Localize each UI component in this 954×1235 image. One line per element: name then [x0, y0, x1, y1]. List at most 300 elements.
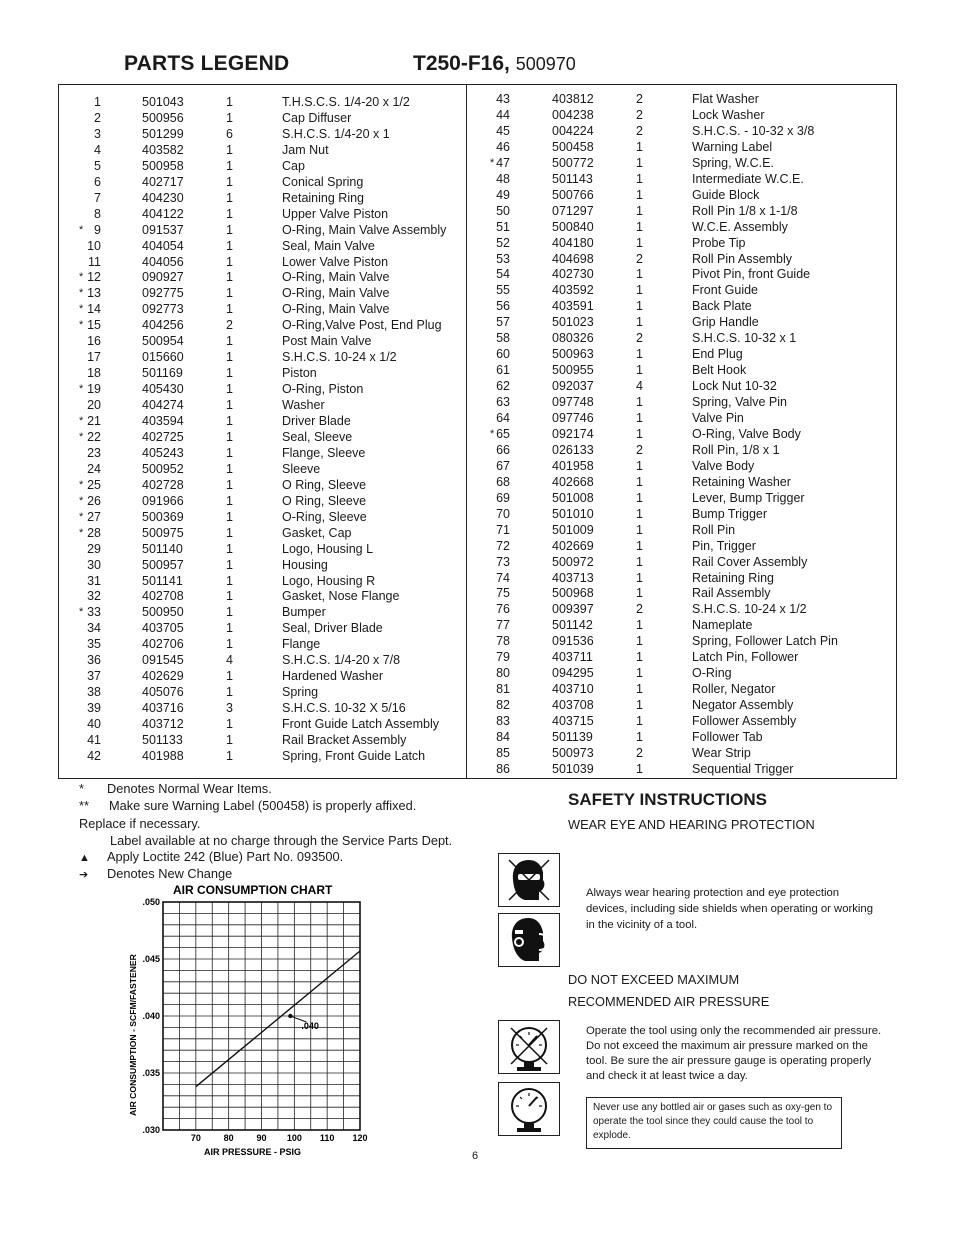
parts-ref-number: 74: [496, 570, 510, 585]
pressure-text: Operate the tool using only the recommended air pressure. Do not exceed the maximum air pressure marked on the tool. Be sure the air pressure gauge is operating properly and check it at least twice a day.: [586, 1025, 882, 1082]
parts-description: Seal, Sleeve: [282, 429, 353, 444]
parts-description: O-Ring, Main Valve: [282, 270, 390, 285]
parts-part-number: 501299: [142, 126, 184, 141]
parts-part-number: 402668: [552, 474, 594, 489]
parts-ref-number: 7: [94, 190, 101, 205]
chart-title: AIR CONSUMPTION CHART: [173, 883, 333, 897]
parts-description: S.H.C.S. 10-24 x 1/2: [282, 350, 397, 365]
parts-ref-number: 82: [496, 698, 510, 713]
parts-part-number: 403591: [552, 299, 594, 314]
parts-description: O-Ring, Sleeve: [282, 509, 367, 524]
chart-y-tick-label: .045: [142, 954, 160, 964]
parts-ref-number: 49: [496, 187, 510, 202]
parts-description: Housing: [282, 557, 328, 572]
parts-description: End Plug: [692, 347, 743, 362]
parts-part-number: 097746: [552, 411, 594, 425]
parts-ref-number: 32: [87, 589, 101, 604]
parts-ref-number: 77: [496, 618, 510, 633]
note-label-symbol: **: [79, 798, 89, 813]
parts-part-number: 402717: [142, 174, 184, 189]
parts-description: Roll Pin Assembly: [692, 251, 793, 266]
parts-quantity: 1: [226, 158, 233, 173]
parts-part-number: 009397: [552, 602, 594, 617]
parts-ref-number: 69: [496, 490, 510, 505]
parts-part-number: 080326: [552, 331, 594, 346]
parts-part-number: 403705: [142, 621, 184, 636]
parts-part-number: 091966: [142, 493, 184, 508]
parts-wear-mark: *: [79, 303, 84, 316]
parts-description: Back Plate: [692, 299, 752, 314]
parts-ref-number: 34: [87, 621, 101, 636]
parts-description: Follower Assembly: [692, 714, 797, 729]
parts-ref-number: 26: [87, 493, 101, 508]
parts-description: Warning Label: [692, 139, 773, 154]
parts-quantity: 2: [636, 442, 643, 457]
note-wear-symbol: *: [79, 781, 84, 796]
parts-description: Negator Assembly: [692, 698, 794, 713]
parts-quantity: 2: [636, 123, 643, 138]
parts-quantity: 1: [636, 650, 643, 665]
parts-quantity: 1: [226, 573, 233, 588]
parts-description: O-Ring, Main Valve: [282, 302, 390, 317]
parts-quantity: 1: [636, 267, 643, 282]
parts-wear-mark: *: [79, 383, 84, 396]
parts-ref-number: 40: [87, 717, 101, 732]
parts-part-number: 501133: [142, 733, 183, 747]
parts-ref-number: 36: [87, 653, 101, 668]
note-change: [79, 866, 233, 883]
parts-ref-number: 56: [496, 299, 510, 314]
parts-part-number: 500950: [142, 605, 184, 620]
parts-description: Bump Trigger: [692, 506, 768, 521]
parts-description: S.H.C.S. - 10-32 x 3/8: [692, 123, 815, 138]
parts-ref-number: 76: [496, 602, 510, 617]
parts-part-number: 403708: [552, 698, 594, 713]
note-label-line3: Label available at no charge through the Service Parts Dept.: [110, 833, 453, 848]
parts-ref-number: 3: [94, 126, 101, 141]
parts-ref-number: 63: [496, 395, 510, 410]
chart-x-tick-label: 100: [286, 1133, 302, 1143]
parts-part-number: 402708: [142, 589, 184, 604]
parts-quantity: 1: [636, 522, 643, 537]
parts-ref-number: 71: [496, 522, 510, 537]
parts-part-number: 404056: [142, 254, 184, 269]
parts-ref-number: 19: [87, 382, 101, 397]
parts-wear-mark: *: [79, 510, 84, 523]
parts-ref-number: 53: [496, 251, 510, 266]
parts-part-number: 405076: [142, 685, 184, 700]
parts-description: Spring, Front Guide Latch: [282, 748, 426, 763]
parts-description: Roll Pin: [692, 522, 736, 537]
note-label: [79, 798, 417, 814]
parts-description: Cap: [282, 158, 305, 173]
parts-ref-number: 39: [87, 701, 101, 716]
parts-description: Cap Diffuser: [282, 110, 352, 125]
parts-quantity: 1: [226, 477, 233, 492]
parts-description: Intermediate W.C.E.: [692, 171, 804, 186]
parts-quantity: 1: [226, 206, 233, 221]
parts-ref-number: 61: [496, 363, 510, 378]
note-loctite-text: Apply Loctite 242 (Blue) Part No. 093500.: [107, 849, 344, 864]
note-wear-text: Denotes Normal Wear Items.: [107, 781, 272, 796]
parts-ref-number: 23: [87, 445, 101, 460]
parts-part-number: 071297: [552, 203, 594, 218]
parts-quantity: 1: [226, 142, 233, 157]
parts-part-number: 402725: [142, 429, 184, 444]
parts-quantity: 1: [636, 538, 643, 553]
parts-part-number: 501139: [552, 730, 593, 744]
parts-quantity: 1: [226, 493, 233, 508]
parts-quantity: 1: [636, 411, 643, 425]
parts-description: Upper Valve Piston: [282, 206, 389, 221]
parts-part-number: 501143: [552, 171, 593, 186]
parts-description: Driver Blade: [282, 414, 351, 428]
parts-part-number: 091537: [142, 222, 184, 237]
parts-part-number: 501008: [552, 490, 594, 505]
parts-ref-number: 14: [87, 302, 101, 317]
parts-part-number: 004238: [552, 107, 594, 122]
chart-y-label: AIR CONSUMPTION - SCFM/FASTENER: [128, 954, 138, 1116]
parts-part-number: 402669: [552, 538, 594, 553]
parts-quantity: 1: [226, 110, 233, 125]
parts-part-number: 500973: [552, 745, 594, 760]
parts-quantity: 1: [636, 618, 643, 633]
parts-description: S.H.C.S. 10-32 X 5/16: [282, 701, 406, 716]
parts-ref-number: 65: [496, 426, 510, 441]
parts-quantity: 1: [226, 557, 233, 572]
parts-quantity: 1: [636, 171, 643, 186]
parts-quantity: 1: [226, 222, 233, 237]
parts-quantity: 1: [636, 761, 643, 776]
page-number: 6: [472, 1150, 479, 1162]
parts-quantity: 1: [226, 286, 233, 301]
parts-part-number: 404256: [142, 318, 184, 333]
parts-wear-mark: *: [79, 223, 84, 236]
parts-ref-number: 4: [94, 142, 101, 157]
parts-description: Front Guide: [692, 283, 759, 298]
parts-description: Belt Hook: [692, 363, 747, 378]
parts-description: S.H.C.S. 1/4-20 x 1: [282, 126, 390, 141]
parts-description: O Ring, Sleeve: [282, 493, 367, 508]
parts-description: O-Ring, Piston: [282, 382, 364, 397]
parts-quantity: 2: [636, 251, 643, 266]
chart-grid: [163, 902, 360, 1130]
parts-description: Post Main Valve: [282, 334, 372, 349]
parts-description: Roll Pin, 1/8 x 1: [692, 442, 780, 457]
parts-part-number: 404274: [142, 398, 184, 413]
parts-description: Flange, Sleeve: [282, 445, 366, 460]
parts-quantity: 3: [226, 701, 233, 716]
parts-quantity: 1: [226, 605, 233, 620]
parts-part-number: 094295: [552, 666, 594, 681]
parts-quantity: 1: [636, 315, 643, 330]
parts-ref-number: 25: [87, 477, 101, 492]
parts-description: Pivot Pin, front Guide: [692, 267, 811, 282]
parts-description: Nameplate: [692, 618, 753, 633]
parts-part-number: 500958: [142, 158, 184, 173]
parts-quantity: 1: [636, 666, 643, 681]
parts-part-number: 092037: [552, 379, 594, 394]
eye-protection-icon: [498, 853, 560, 907]
parts-part-number: 401958: [552, 458, 594, 473]
parts-part-number: 402728: [142, 477, 184, 492]
parts-part-number: 500957: [142, 557, 184, 572]
parts-description: S.H.C.S. 10-24 x 1/2: [692, 602, 807, 617]
eye-protection-heading: WEAR EYE AND HEARING PROTECTION: [568, 817, 815, 832]
parts-ref-number: 27: [87, 509, 101, 524]
parts-quantity: 1: [636, 458, 643, 473]
parts-ref-number: 86: [496, 761, 510, 776]
parts-ref-number: 52: [496, 235, 510, 250]
parts-ref-number: 50: [496, 203, 510, 218]
bottled-gas-warning: [586, 1097, 842, 1149]
parts-ref-number: 22: [87, 429, 101, 444]
parts-part-number: 402629: [142, 669, 184, 684]
note-loctite: [79, 849, 344, 866]
parts-description: Retaining Washer: [692, 474, 791, 489]
parts-description: O-Ring, Valve Body: [692, 426, 801, 441]
parts-ref-number: 78: [496, 634, 510, 649]
parts-description: Probe Tip: [692, 235, 746, 250]
parts-quantity: 1: [636, 363, 643, 378]
parts-quantity: 1: [636, 682, 643, 697]
chart-y-tick-label: .050: [142, 897, 160, 907]
parts-part-number: 091536: [552, 634, 594, 649]
parts-part-number: 404054: [142, 238, 184, 253]
parts-ref-number: 58: [496, 331, 510, 346]
parts-description: O-Ring: [692, 666, 732, 681]
parts-quantity: 1: [226, 95, 233, 109]
parts-ref-number: 47: [496, 155, 510, 170]
parts-quantity: 1: [636, 698, 643, 713]
parts-part-number: 403715: [552, 714, 594, 729]
parts-quantity: 1: [226, 254, 233, 269]
parts-description: Grip Handle: [692, 315, 759, 330]
chart-y-ticks: [142, 897, 160, 1135]
parts-part-number: 500840: [552, 219, 594, 234]
note-label-text: Make sure Warning Label (500458) is properly affixed.: [109, 798, 417, 813]
parts-wear-mark: *: [490, 156, 495, 169]
parts-ref-number: 18: [87, 366, 101, 381]
parts-description: Piston: [282, 366, 317, 381]
parts-wear-mark: *: [79, 478, 84, 491]
parts-part-number: 501023: [552, 315, 594, 330]
parts-ref-number: 20: [87, 398, 101, 413]
parts-quantity: 2: [636, 331, 643, 346]
page-title: PARTS LEGEND: [124, 52, 290, 75]
note-wear: [79, 781, 272, 797]
parts-ref-number: 64: [496, 411, 510, 425]
parts-part-number: 403582: [142, 142, 184, 157]
parts-description: Spring: [282, 685, 319, 700]
parts-part-number: 092775: [142, 286, 184, 301]
parts-description: Washer: [282, 398, 325, 413]
parts-wear-mark: *: [79, 415, 84, 427]
parts-ref-number: 44: [496, 107, 510, 122]
parts-quantity: 6: [226, 126, 233, 141]
parts-description: Roll Pin 1/8 x 1-1/8: [692, 203, 798, 218]
parts-quantity: 1: [226, 382, 233, 397]
parts-wear-mark: *: [79, 271, 84, 284]
parts-ref-number: 46: [496, 139, 510, 154]
parts-wear-mark: *: [79, 526, 84, 539]
parts-quantity: 1: [226, 669, 233, 684]
parts-part-number: 403592: [552, 283, 594, 298]
arrow-right-icon: ➔: [79, 869, 89, 881]
parts-description: Gasket, Nose Flange: [282, 589, 400, 604]
parts-wear-mark: *: [79, 494, 84, 507]
parts-ref-number: 2: [94, 110, 101, 125]
parts-part-number: 500963: [552, 347, 594, 362]
parts-description: Sleeve: [282, 461, 321, 476]
parts-quantity: 1: [226, 414, 233, 428]
parts-wear-mark: *: [79, 319, 84, 332]
parts-description: Bumper: [282, 605, 326, 620]
parts-part-number: 501142: [552, 618, 593, 633]
parts-ref-number: 10: [87, 238, 101, 253]
parts-part-number: 403812: [552, 92, 594, 106]
parts-part-number: 092174: [552, 426, 594, 441]
parts-ref-number: 60: [496, 347, 510, 362]
parts-ref-number: 85: [496, 745, 510, 760]
parts-part-number: 501009: [552, 522, 594, 537]
parts-description: Seal, Driver Blade: [282, 621, 383, 636]
chart-x-label: AIR PRESSURE - PSIG: [204, 1147, 302, 1157]
parts-ref-number: 33: [87, 605, 101, 620]
parts-quantity: 1: [636, 570, 643, 585]
parts-ref-number: 35: [87, 637, 101, 652]
parts-description: Pin, Trigger: [692, 538, 756, 553]
no-overpressure-icon: [498, 1020, 560, 1074]
parts-quantity: 1: [226, 637, 233, 652]
parts-ref-number: 29: [87, 541, 101, 556]
parts-description: Spring, Valve Pin: [692, 395, 787, 410]
parts-quantity: 1: [226, 685, 233, 700]
parts-description: Flange: [282, 637, 321, 652]
parts-ref-number: 81: [496, 682, 510, 697]
parts-description: Conical Spring: [282, 174, 364, 189]
note-label-line2: Replace if necessary.: [79, 816, 201, 831]
parts-part-number: 500772: [552, 155, 594, 170]
parts-wear-mark: *: [79, 287, 84, 300]
parts-ref-number: 21: [87, 414, 101, 428]
chart-annotation-label: .040: [301, 1021, 319, 1031]
chart-x-tick-label: 120: [352, 1133, 368, 1143]
parts-part-number: 405243: [142, 445, 184, 460]
parts-description: Guide Block: [692, 187, 760, 202]
pressure-heading-line1: DO NOT EXCEED MAXIMUM: [568, 972, 740, 987]
parts-description: Follower Tab: [692, 730, 763, 744]
parts-description: Lock Nut 10-32: [692, 379, 777, 394]
chart-y-tick-label: .040: [142, 1011, 160, 1021]
model-number: 500970: [515, 54, 576, 74]
parts-quantity: 2: [636, 602, 643, 617]
parts-description: O-Ring,Valve Post, End Plug: [282, 318, 442, 333]
parts-description: W.C.E. Assembly: [692, 219, 788, 234]
triangle-icon: ▲: [79, 852, 90, 864]
parts-part-number: 500968: [552, 586, 594, 601]
bottled-gas-warning-text: Never use any bottled air or gases such as oxy-gen to operate the tool since they could cause the tool to explode.: [593, 1102, 833, 1141]
parts-quantity: 2: [636, 745, 643, 760]
parts-description: Rail Assembly: [692, 586, 771, 601]
parts-quantity: 1: [636, 219, 643, 234]
parts-part-number: 092773: [142, 302, 184, 317]
parts-ref-number: 12: [87, 270, 101, 285]
parts-description: Valve Pin: [692, 411, 744, 425]
parts-ref-number: 24: [87, 461, 101, 476]
chart-x-ticks: [191, 1133, 368, 1143]
parts-wear-mark: *: [79, 430, 84, 443]
parts-part-number: 500972: [552, 554, 594, 569]
parts-part-number: 501043: [142, 95, 184, 109]
parts-quantity: 1: [636, 155, 643, 170]
safety-title: SAFETY INSTRUCTIONS: [568, 790, 767, 809]
parts-part-number: 405430: [142, 382, 184, 397]
parts-quantity: 1: [636, 187, 643, 202]
parts-quantity: 1: [226, 366, 233, 381]
chart-x-tick-label: 90: [256, 1133, 267, 1143]
model-name: T250-F16,: [413, 52, 510, 75]
parts-ref-number: 54: [496, 267, 510, 282]
parts-ref-number: 72: [496, 538, 510, 553]
parts-part-number: 404230: [142, 190, 184, 205]
parts-ref-number: 57: [496, 315, 510, 330]
parts-description: O Ring, Sleeve: [282, 477, 367, 492]
parts-quantity: 1: [226, 334, 233, 349]
parts-quantity: 1: [226, 748, 233, 763]
parts-quantity: 1: [636, 474, 643, 489]
parts-description: S.H.C.S. 1/4-20 x 7/8: [282, 653, 401, 668]
parts-part-number: 404122: [142, 206, 184, 221]
parts-part-number: 402730: [552, 267, 594, 282]
parts-quantity: 1: [636, 283, 643, 298]
parts-quantity: 1: [226, 238, 233, 253]
parts-ref-number: 41: [87, 733, 101, 747]
parts-table-divider: [466, 84, 467, 779]
parts-quantity: 1: [636, 395, 643, 410]
parts-ref-number: 31: [87, 573, 101, 588]
parts-ref-number: 1: [94, 95, 101, 109]
parts-ref-number: 16: [87, 334, 101, 349]
parts-quantity: 4: [636, 379, 643, 394]
parts-quantity: 1: [636, 139, 643, 154]
parts-ref-number: 62: [496, 379, 510, 394]
parts-ref-number: 37: [87, 669, 101, 684]
hearing-protection-icon: [498, 913, 560, 967]
parts-description: O-Ring, Main Valve: [282, 286, 390, 301]
parts-part-number: 500952: [142, 461, 184, 476]
parts-part-number: 501140: [142, 541, 183, 556]
parts-ref-number: 83: [496, 714, 510, 729]
parts-quantity: 1: [226, 445, 233, 460]
parts-part-number: 500955: [552, 363, 594, 378]
parts-part-number: 091545: [142, 653, 184, 668]
parts-part-number: 403716: [142, 701, 184, 716]
chart-x-tick-label: 80: [223, 1133, 234, 1143]
parts-ref-number: 15: [87, 318, 101, 333]
parts-quantity: 1: [226, 302, 233, 317]
parts-quantity: 1: [636, 554, 643, 569]
parts-quantity: 1: [226, 541, 233, 556]
parts-description: Spring, Follower Latch Pin: [692, 634, 838, 649]
parts-part-number: 501010: [552, 506, 594, 521]
parts-ref-number: 55: [496, 283, 510, 298]
parts-ref-number: 48: [496, 171, 510, 186]
parts-description: Spring, W.C.E.: [692, 155, 774, 170]
parts-quantity: 1: [226, 429, 233, 444]
parts-description: Valve Body: [692, 458, 755, 473]
parts-description: Sequential Trigger: [692, 761, 794, 776]
